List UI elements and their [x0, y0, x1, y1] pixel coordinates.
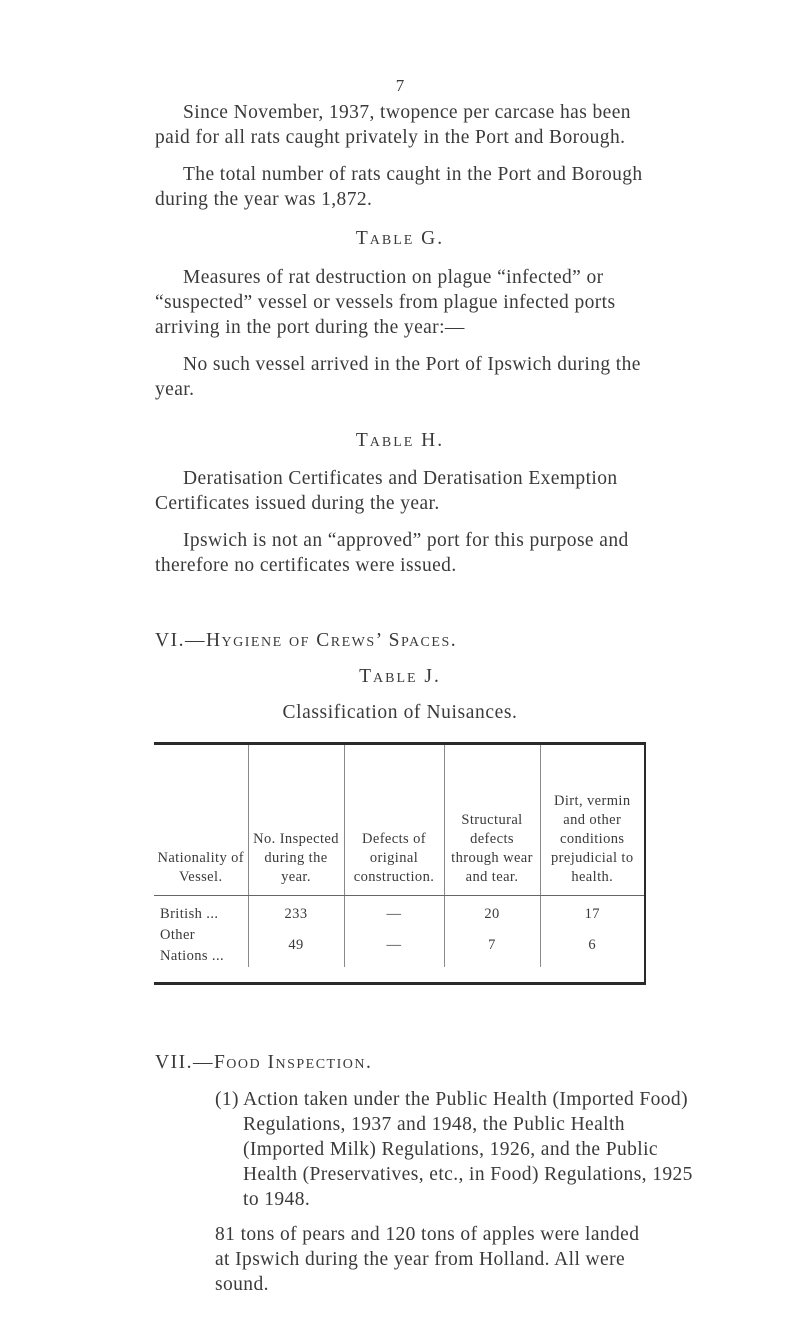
- table-g-paragraph-1: Measures of rat destruction on plague “infected” or “suspected” vessel or vessels from plague infected ports arriving in the port during the year:—: [155, 267, 616, 338]
- structural-defects-cell: 7: [444, 925, 540, 967]
- nationality-cell: Other Nations ...: [160, 926, 225, 964]
- table-h-paragraph-1: Deratisation Certificates and Deratisation Exemption Certificates issued during the year.: [155, 468, 618, 514]
- inspected-cell: 233: [248, 895, 344, 925]
- structural-defects-cell: 20: [444, 895, 540, 925]
- section-vii-paragraph-2: 81 tons of pears and 120 tons of apples were landed at Ipswich during the year from Holland. All were sound.: [215, 1224, 640, 1295]
- table-h-block: [0, 466, 800, 578]
- inspected-cell: 49: [248, 925, 344, 967]
- section-vii-block: [0, 1087, 800, 1297]
- original-defects-cell: —: [344, 895, 444, 925]
- table-h-heading: Table H.: [355, 430, 445, 451]
- column-header: Structural defects through wear and tear.: [444, 745, 540, 895]
- original-defects-cell: —: [344, 925, 444, 967]
- column-header: Defects of original construction.: [344, 745, 444, 895]
- section-vii-paragraph-1: (1) Action taken under the Public Health (Imported Food) Regulations, 1937 and 1948, the Public Health (Imported Milk) Regulations, 1926, and the Public Health (Preservatives, etc., in Food) Regulations, 1925 to 1948.: [215, 1089, 693, 1210]
- intro-block: [0, 100, 800, 212]
- table-g-heading: Table G.: [355, 228, 445, 249]
- column-header: Dirt, vermin and other conditions prejudicial to health.: [540, 745, 644, 895]
- table-h-paragraph-2: Ipswich is not an “approved” port for this purpose and therefore no certificates were issued.: [155, 530, 629, 576]
- section-vii-title: VII.—Food Inspection.: [155, 1052, 373, 1073]
- dirt-vermin-cell: 17: [540, 895, 644, 925]
- column-header: No. Inspected during the year.: [248, 745, 344, 895]
- table-row: [154, 925, 644, 967]
- column-header: Nationality of Vessel.: [154, 745, 248, 895]
- table-j-heading: Table J.: [359, 666, 441, 687]
- intro-paragraph-1: Since November, 1937, twopence per carcase has been paid for all rats caught privately in the Port and Borough.: [155, 102, 631, 148]
- table-header-row: [154, 745, 644, 895]
- page-number: 7: [395, 76, 405, 95]
- table-row: [154, 895, 644, 925]
- section-vi-title: VI.—Hygiene of Crews’ Spaces.: [155, 630, 458, 651]
- nationality-cell: British ...: [160, 905, 219, 922]
- intro-paragraph-2: The total number of rats caught in the Port and Borough during the year was 1,872.: [155, 164, 643, 210]
- table-j-caption: Classification of Nuisances.: [282, 702, 518, 723]
- dirt-vermin-cell: 6: [540, 925, 644, 967]
- table-g-paragraph-2: No such vessel arrived in the Port of Ipswich during the year.: [155, 354, 641, 400]
- table-g-block: [0, 265, 800, 402]
- nuisances-table: [154, 742, 646, 985]
